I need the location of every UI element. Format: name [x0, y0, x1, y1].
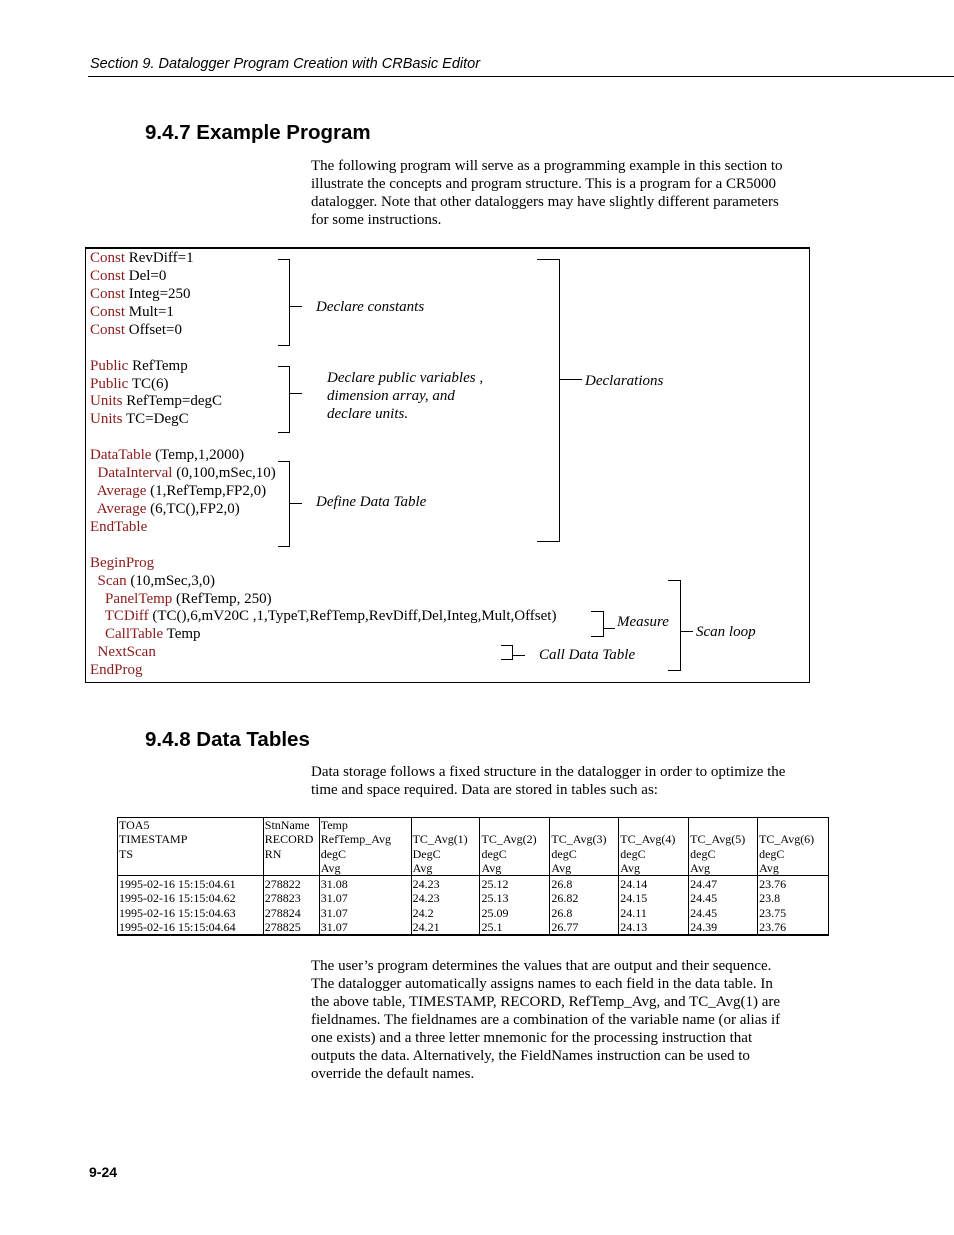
- table-cell: 31.08: [319, 876, 411, 892]
- table-cell: 1995-02-16 15:15:04.61: [119, 877, 236, 892]
- table-header-row: [118, 818, 829, 876]
- annotation-line: Declare public variables ,: [327, 370, 484, 386]
- header-line: RN: [264, 846, 282, 861]
- code-arguments: Mult=1: [125, 304, 174, 320]
- code-line: [90, 572, 215, 590]
- code-arguments: (10,mSec,3,0): [126, 573, 215, 589]
- header-line: TC_Avg(2): [481, 832, 537, 847]
- table-header-cell: [319, 818, 411, 876]
- table-cell: 278825: [263, 920, 319, 935]
- code-arguments: RevDiff=1: [125, 250, 194, 266]
- code-line: [90, 643, 156, 661]
- code-keyword: DataTable: [90, 447, 152, 463]
- text-line: time and space required. Data are stored in tables such as:: [311, 782, 658, 798]
- header-line: TC_Avg(6): [759, 832, 815, 847]
- code-line: [90, 321, 182, 339]
- table-cell: 24.15: [619, 891, 689, 905]
- code-line: [90, 500, 240, 518]
- table-cell: 278824: [263, 906, 319, 920]
- table-cell: 26.8: [550, 906, 619, 920]
- page-number: 9-24: [89, 1164, 118, 1180]
- code-keyword: Const: [90, 250, 126, 266]
- code-arguments: TC(6): [128, 376, 169, 392]
- header-line: degC: [759, 846, 785, 861]
- code-keyword: BeginProg: [90, 555, 155, 571]
- code-keyword: EndProg: [90, 662, 143, 678]
- header-line: TC_Avg(1): [412, 832, 468, 847]
- heading-example-program: 9.4.7 Example Program: [145, 121, 371, 144]
- code-indent: [90, 608, 105, 624]
- header-line: Avg: [481, 860, 502, 875]
- code-keyword: EndTable: [90, 519, 148, 535]
- table-cell: 26.82: [550, 891, 619, 905]
- running-header: Section 9. Datalogger Program Creation with CRBasic Editor: [90, 56, 481, 72]
- code-line: [90, 303, 174, 321]
- code-keyword: Const: [90, 304, 126, 320]
- table-cell: 24.47: [689, 876, 758, 892]
- header-line: TC_Avg(3): [551, 832, 607, 847]
- code-line: [90, 518, 147, 536]
- code-line: [90, 464, 276, 482]
- code-line: [90, 446, 244, 464]
- table-cell: 25.13: [480, 891, 550, 905]
- header-line: degC: [481, 846, 507, 861]
- header-line: [481, 818, 549, 832]
- code-arguments: TC=DegC: [122, 411, 189, 427]
- annotation-call-data-table: Call Data Table: [539, 647, 636, 663]
- table-cell: 23.8: [758, 891, 829, 905]
- header-line: degC: [690, 846, 716, 861]
- code-keyword: Scan: [97, 573, 127, 589]
- table-row: [118, 876, 829, 892]
- code-keyword: NextScan: [97, 644, 156, 660]
- table-cell: 25.1: [480, 920, 550, 935]
- header-line: degC: [620, 846, 646, 861]
- code-indent: [90, 465, 98, 481]
- table-cell: 278823: [263, 891, 319, 905]
- table-header-cell: [550, 818, 619, 876]
- table-cell: 24.2: [411, 906, 480, 920]
- annotation-declare-constants: Declare constants: [316, 299, 425, 315]
- header-line: Avg: [412, 860, 433, 875]
- header-line: [119, 861, 263, 875]
- table-header-cell: [263, 818, 319, 876]
- header-rule: [88, 76, 954, 77]
- code-keyword: Const: [90, 322, 126, 338]
- data-tables-paragraph: [311, 763, 811, 799]
- code-keyword: Units: [90, 393, 123, 409]
- code-indent: [90, 483, 97, 499]
- code-keyword: CallTable: [105, 626, 164, 642]
- table-cell: 24.23: [411, 891, 480, 905]
- code-keyword: Const: [90, 268, 126, 284]
- table-cell: 24.45: [689, 891, 758, 905]
- header-line: [265, 861, 319, 875]
- text-line: the above table, TIMESTAMP, RECORD, RefTemp_Avg, and TC_Avg(1) are: [311, 994, 781, 1010]
- code-keyword: Units: [90, 411, 123, 427]
- table-cell: 25.12: [480, 876, 550, 892]
- header-line: TIMESTAMP: [119, 832, 188, 847]
- table-cell: 23.76: [758, 920, 829, 935]
- table-cell: 31.07: [319, 891, 411, 905]
- header-line: StnName: [264, 818, 310, 832]
- table-header-cell: [480, 818, 550, 876]
- code-line: [90, 267, 166, 285]
- table-header-cell: [689, 818, 758, 876]
- annotation-declarations: Declarations: [585, 373, 664, 389]
- text-line: The following program will serve as a programming example in this section to: [311, 158, 783, 174]
- header-line: Avg: [620, 860, 641, 875]
- header-line: Avg: [551, 860, 572, 875]
- table-cell: 24.21: [411, 920, 480, 935]
- table-cell: 23.75: [758, 906, 829, 920]
- data-table: [117, 817, 829, 936]
- header-line: Avg: [690, 860, 710, 875]
- code-arguments: Temp: [163, 626, 201, 642]
- code-keyword: Public: [90, 358, 129, 374]
- text-line: for some instructions.: [311, 212, 442, 228]
- code-arguments: Integ=250: [125, 286, 191, 302]
- table-cell: 1995-02-16 15:15:04.62: [119, 891, 236, 906]
- header-line: [690, 818, 757, 832]
- annotation-line: dimension array, and: [327, 388, 455, 404]
- code-line: [90, 554, 154, 572]
- table-row: [118, 891, 829, 905]
- code-arguments: Offset=0: [125, 322, 182, 338]
- header-line: DegC: [412, 846, 441, 861]
- code-line: [90, 590, 272, 608]
- header-line: Avg: [759, 860, 779, 875]
- annotation-define-data-table: Define Data Table: [316, 494, 427, 510]
- header-line: degC: [320, 846, 347, 861]
- fieldnames-paragraph: [311, 957, 811, 1083]
- code-keyword: Average: [96, 501, 147, 517]
- table-header-cell: [118, 818, 264, 876]
- code-keyword: DataInterval: [97, 465, 173, 481]
- code-line: [90, 625, 201, 643]
- code-line: [90, 285, 191, 303]
- text-line: Data storage follows a fixed structure in the datalogger in order to optimize the: [311, 764, 786, 780]
- code-keyword: PanelTemp: [105, 591, 173, 607]
- header-line: TS: [119, 846, 134, 861]
- text-line: fieldnames. The fieldnames are a combination of the variable name (or alias if: [311, 1012, 781, 1028]
- code-line: [90, 357, 188, 375]
- annotation-declare-public: [327, 369, 483, 423]
- code-keyword: TCDiff: [104, 608, 149, 624]
- header-line: TC_Avg(4): [620, 832, 676, 847]
- text-line: outputs the data. Alternatively, the FieldNames instruction can be used to: [311, 1048, 750, 1064]
- code-indent: [90, 591, 105, 607]
- table-cell: 24.39: [689, 920, 758, 935]
- code-line: [90, 392, 222, 410]
- code-arguments: (RefTemp, 250): [172, 591, 272, 607]
- table-row: [118, 906, 829, 920]
- table-cell: 24.45: [689, 906, 758, 920]
- code-indent: [90, 626, 105, 642]
- table-cell: 23.76: [758, 876, 829, 892]
- table-cell: 31.07: [319, 906, 411, 920]
- code-line: [90, 607, 556, 625]
- table-cell: 26.77: [550, 920, 619, 935]
- text-line: The datalogger automatically assigns names to each field in the data table. In: [311, 976, 773, 992]
- code-keyword: Public: [90, 376, 129, 392]
- heading-data-tables: 9.4.8 Data Tables: [145, 728, 310, 751]
- table-cell: 25.09: [480, 906, 550, 920]
- intro-paragraph: [311, 157, 811, 229]
- code-line: [90, 482, 266, 500]
- code-arguments: (0,100,mSec,10): [172, 465, 276, 481]
- table-header-cell: [758, 818, 829, 876]
- table-cell: 24.14: [619, 876, 689, 892]
- text-line: The user’s program determines the values that are output and their sequence.: [311, 958, 772, 974]
- code-indent: [90, 644, 98, 660]
- text-line: datalogger. Note that other dataloggers may have slightly different parameters: [311, 194, 779, 210]
- table-cell: 24.23: [411, 876, 480, 892]
- table-header-cell: [411, 818, 480, 876]
- table-header-cell: [619, 818, 689, 876]
- annotation-scan-loop: Scan loop: [696, 624, 756, 640]
- table-cell: 24.11: [619, 906, 689, 920]
- header-line: Temp: [320, 818, 348, 832]
- code-arguments: (6,TC(),FP2,0): [146, 501, 240, 517]
- code-keyword: Average: [96, 483, 147, 499]
- code-line: [90, 661, 143, 679]
- code-line: [90, 375, 168, 393]
- code-arguments: (1,RefTemp,FP2,0): [146, 483, 267, 499]
- text-line: one exists) and a three letter mnemonic for the processing instruction that: [311, 1030, 753, 1046]
- annotation-measure: Measure: [617, 614, 669, 630]
- code-arguments: (Temp,1,2000): [151, 447, 245, 463]
- text-line: illustrate the concepts and program structure. This is a program for a CR5000: [311, 176, 777, 192]
- annotation-line: declare units.: [327, 406, 409, 422]
- header-line: [551, 818, 618, 832]
- header-line: [413, 818, 480, 832]
- code-arguments: Del=0: [125, 268, 167, 284]
- code-arguments: RefTemp=degC: [122, 393, 222, 409]
- header-line: degC: [551, 846, 577, 861]
- code-indent: [90, 573, 98, 589]
- table-cell: 278822: [263, 876, 319, 892]
- header-line: [759, 818, 828, 832]
- header-line: TC_Avg(5): [690, 832, 746, 847]
- code-keyword: Const: [90, 286, 126, 302]
- code-line: [90, 249, 194, 267]
- code-arguments: (TC(),6,mV20C ,1,TypeT,RefTemp,RevDiff,Del,Integ,Mult,Offset): [148, 608, 557, 624]
- code-arguments: RefTemp: [128, 358, 188, 374]
- header-line: [620, 818, 688, 832]
- header-line: RefTemp_Avg: [320, 832, 391, 847]
- table-cell: 1995-02-16 15:15:04.64: [119, 920, 236, 935]
- header-line: TOA5: [119, 818, 150, 832]
- header-line: Avg: [320, 860, 341, 875]
- header-line: RECORD: [264, 832, 314, 847]
- table-cell: 31.07: [319, 920, 411, 935]
- table-cell: 24.13: [619, 920, 689, 935]
- table-cell: 26.8: [550, 876, 619, 892]
- table-cell: 1995-02-16 15:15:04.63: [119, 905, 236, 920]
- code-indent: [90, 501, 97, 517]
- table-row: [118, 920, 829, 935]
- text-line: override the default names.: [311, 1066, 475, 1082]
- code-line: [90, 410, 189, 428]
